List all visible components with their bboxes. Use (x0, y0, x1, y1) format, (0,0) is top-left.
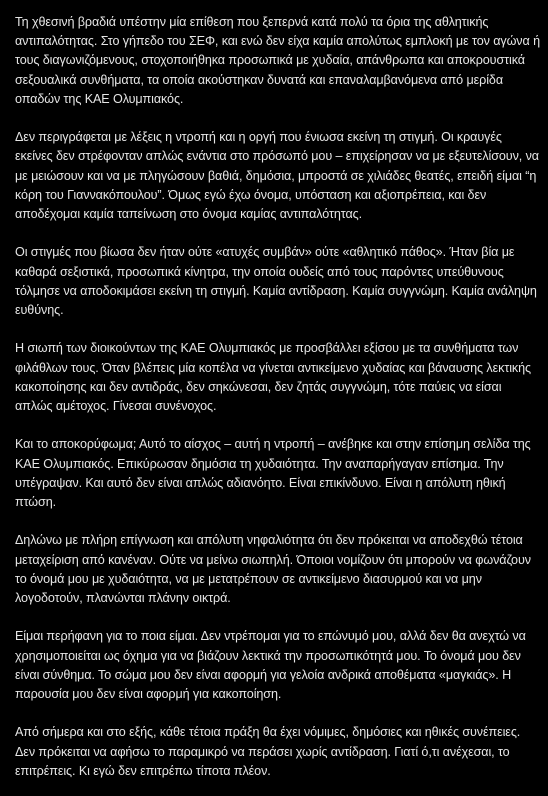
statement-text (15, 13, 540, 781)
paragraph-5: Και το αποκορύφωμα; Αυτό το αίσχος – αυτή η ντροπή – ανέβηκε και στην επίσημη σελίδα της ΚΑΕ Ολυμπιακός. Επικύρωσαν δημόσια τη χυδαιότητα. Την αναπαρήγαγαν επίσημα. Την υπέγραψαν. Και αυτό δεν είναι απλώς αδιανόητο. Είναι επικίνδυνο. Είναι η απόλυτη ηθική πτώση. (15, 437, 531, 510)
paragraph-4: Η σιωπή των διοικούντων της ΚΑΕ Ολυμπιακός με προσβάλλει εξίσου με τα συνθήματα των φιλάθλων τους. Όταν βλέπεις μία κοπέλα να γίνεται αντικείμενο χυδαίας και βάναυσης λεκτικής κακοποίησης και δεν αντιδράς, δεν σηκώνεσαι, δεν ζητάς συγγνώμη, τότε παύεις να είσαι απλώς αμέτοχος. Γίνεσαι συνένοχος. (15, 341, 531, 414)
paragraph-3: Οι στιγμές που βίωσα δεν ήταν ούτε «ατυχές συμβάν» ούτε «αθλητικό πάθος». Ήταν βία με καθαρά σεξιστικά, προσωπικά κίνητρα, την οποία ουδείς από τους παρόντες υπεύθυνους τόλμησε να αποδοκιμάσει εκείνη τη στιγμή. Καμία αντίδραση. Καμία συγγνώμη. Καμία ανάληψη ευθύνης. (15, 245, 537, 318)
paragraph-8: Από σήμερα και στο εξής, κάθε τέτοια πράξη θα έχει νόμιμες, δημόσιες και ηθικές συνέπειες. Δεν πρόκειται να αφήσω το παραμικρό να περάσει χωρίς αντίδραση. Γιατί ό,τι ανέχεσαι, το επιτρέπεις. Κι εγώ δεν επιτρέπω τίποτα πλέον. (15, 725, 521, 778)
paragraph-7: Είμαι περήφανη για το ποια είμαι. Δεν ντρέπομαι για το επώνυμό μου, αλλά δεν θα ανεχτώ να χρησιμοποιείται ως όχημα για να βιάζουν λεκτικά την προσωπικότητά μου. Το όνομά μου δεν είναι σύνθημα. Το σώμα μου δεν είναι αφορμή για γελοία ανδρικά αποθέματα «μαγκιάς». Η παρουσία μου δεν είναι αφορμή για κακοποίηση. (15, 629, 526, 702)
paragraph-2: Δεν περιγράφεται με λέξεις η ντροπή και η οργή που ένιωσα εκείνη τη στιγμή. Οι κραυγές εκείνες δεν στρέφονταν απλώς ενάντια στο πρόσωπό μου – επιχείρησαν να με εξευτελίσουν, να με μειώσουν και να με πληγώσουν βαθιά, δημόσια, μπροστά σε χιλιάδες θεατές, επειδή είμαι “η κόρη του Γιαννακόπουλου”. Όμως εγώ έχω όνομα, υπόσταση και αξιοπρέπεια, και δεν αποδέχομαι καμία ταπείνωση στο όνομα καμίας αντιπαλότητας. (15, 130, 539, 222)
paragraph-6: Δηλώνω με πλήρη επίγνωση και απόλυτη νηφαλιότητα ότι δεν πρόκειται να αποδεχθώ τέτοια μεταχείριση από κανέναν. Ούτε να μείνω σιωπηλή. Όποιοι νομίζουν ότι μπορούν να φωνάζουν το όνομά μου με χυδαιότητα, να με μετατρέπουν σε αντικείμενο διασυρμού και να μην λογοδοτούν, πλανώνται πλάνην οικτρά. (15, 533, 531, 606)
paragraph-1: Τη χθεσινή βραδιά υπέστην μία επίθεση που ξεπερνά κατά πολύ τα όρια της αθλητικής αντιπαλότητας. Στο γήπεδο του ΣΕΦ, και ενώ δεν είχα καμία απολύτως εμπλοκή με τον αγώνα ή τους διαγωνιζόμενους, στοχοποιήθηκα προσωπικά με χυδαία, απάνθρωπα και αποκρουστικά σεξουαλικά συνθήματα, τα οποία ακούστηκαν δυνατά και επαναλαμβανόμενα από μερίδα οπαδών της ΚΑΕ Ολυμπιακός. (15, 15, 540, 106)
